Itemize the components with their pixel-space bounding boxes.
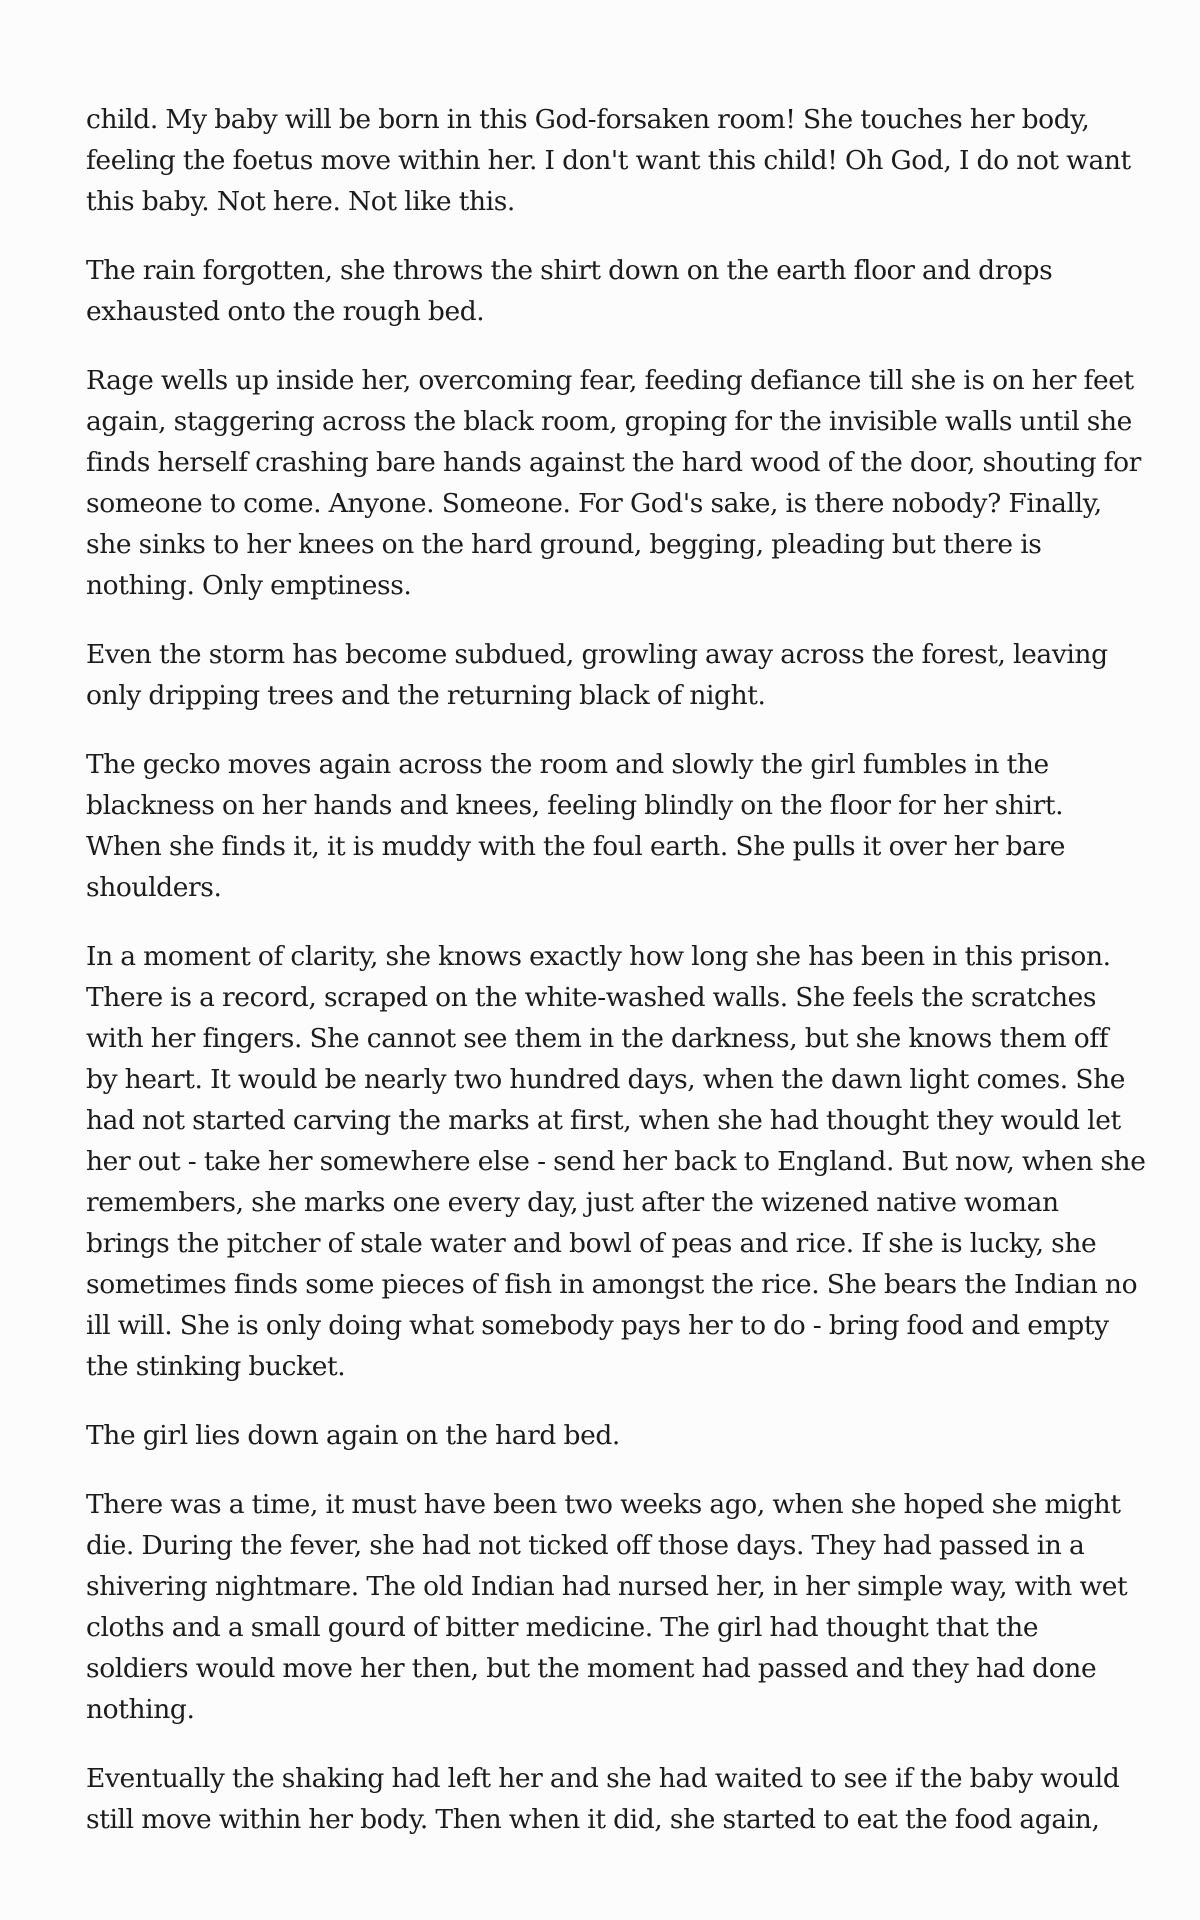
paragraph: The gecko moves again across the room and slowly the girl fumbles in the blackness on her hands and knees, feeling blindly on the floor for her shirt. When she finds it, it is muddy with the foul earth. She pulls it over her bare shoulders.	[86, 749, 1066, 903]
paragraph: child. My baby will be born in this God-forsaken room! She touches her body, feeling the foetus move within her. I don't want this child! Oh God, I do not want this baby. Not here. Not like this.	[86, 104, 1131, 217]
paragraph: In a moment of clarity, she knows exactly how long she has been in this prison. There is a record, scraped on the white-washed walls. She feels the scratches with her fingers. She cannot see them in the darkness, but she knows them off by heart. It would be nearly two hundred days, when the dawn light comes. She had not started carving the marks at first, when she had thought they would let her out - take her somewhere else - send her back to England. But now, when she remembers, she marks one every day, just after the wizened native woman brings the pitcher of stale water and bowl of peas and rice. If she is lucky, she sometimes finds some pieces of fish in amongst the rice. She bears the Indian no ill will. She is only doing what somebody pays her to do - bring food and empty the stinking bucket.	[86, 941, 1146, 1382]
document-page	[86, 99, 1146, 1868]
paragraph: The girl lies down again on the hard bed.	[86, 1420, 620, 1451]
paragraph: Rage wells up inside her, overcoming fear, feeding defiance till she is on her feet again, staggering across the black room, groping for the invisible walls until she finds herself crashing bare hands against the hard wood of the door, shouting for someone to come. Anyone. Someone. For God's sake, is there nobody? Finally, she sinks to her knees on the hard ground, begging, pleading but there is nothing. Only emptiness.	[86, 365, 1141, 601]
paragraph: There was a time, it must have been two weeks ago, when she hoped she might die. During the fever, she had not ticked off those days. They had passed in a shivering nightmare. The old Indian had nursed her, in her simple way, with wet cloths and a small gourd of bitter medicine. The girl had thought that the soldiers would move her then, but the moment had passed and they had done nothing.	[86, 1489, 1128, 1725]
paragraph: The rain forgotten, she throws the shirt down on the earth floor and drops exhausted onto the rough bed.	[86, 255, 1053, 327]
paragraph: Eventually the shaking had left her and she had waited to see if the baby would still move within her body. Then when it did, she started to eat the food again,	[86, 1763, 1120, 1835]
paragraph: Even the storm has become subdued, growling away across the forest, leaving only dripping trees and the returning black of night.	[86, 639, 1108, 711]
